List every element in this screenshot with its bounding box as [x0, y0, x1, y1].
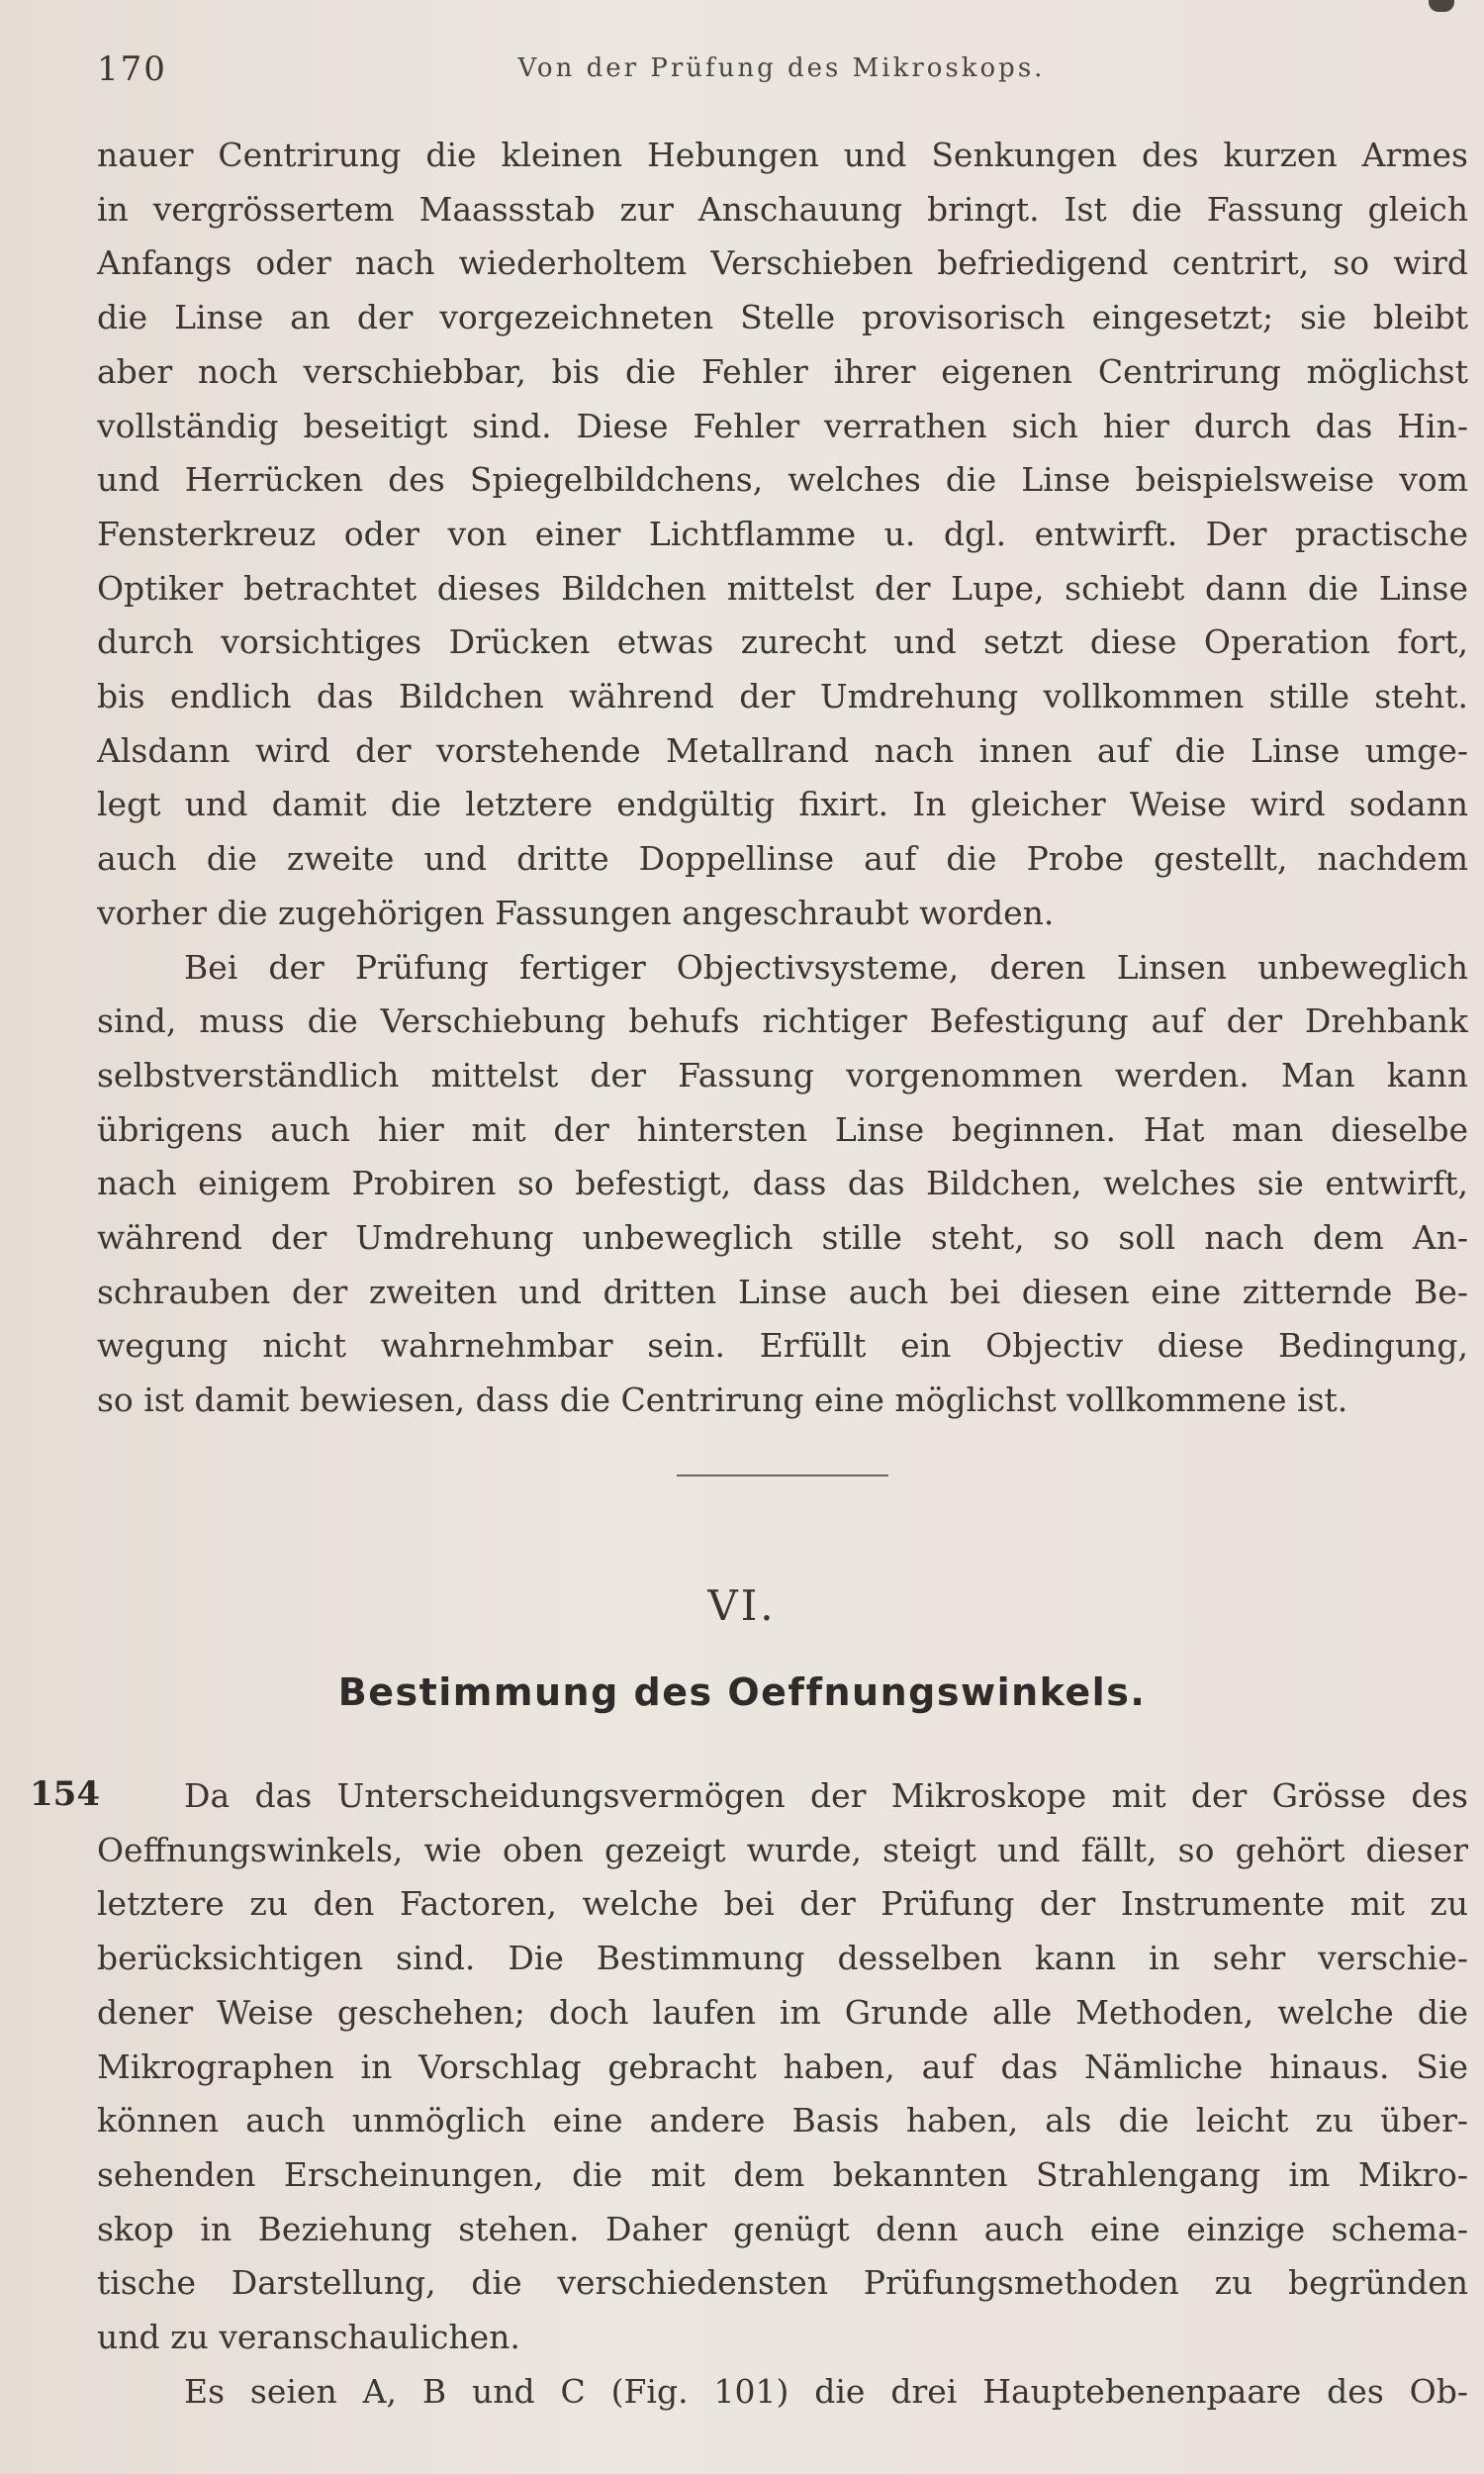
page-number: 170	[97, 49, 167, 89]
text-line: und zu veranschaulichen.	[97, 2318, 520, 2357]
text-line: so ist damit bewiesen, dass die Centrirung eine möglichst vollkommene ist.	[97, 1380, 1348, 1420]
text-line: Alsdann wird der vorstehende Metallrand nach innen auf die Linse umge-	[97, 730, 1468, 770]
text-line: dener Weise geschehen; doch laufen im Grunde alle Methoden, welche die	[97, 1992, 1468, 2032]
page-corner-mark	[1429, 0, 1454, 12]
text-line: berücksichtigen sind. Die Bestimmung desselben kann in sehr verschie-	[97, 1939, 1468, 1978]
text-line: Es seien A, B und C (Fig. 101) die drei Hauptebenenpaare des Ob-	[184, 2371, 1468, 2411]
text-line: tische Darstellung, die verschiedensten Prüfungsmethoden zu begründen	[97, 2263, 1468, 2303]
chapter-title: Bestimmung des Oeffnungswinkels.	[337, 1670, 1147, 1714]
text-line: Fensterkreuz oder von einer Lichtflamme u. dgl. entwirft. Der practische	[97, 514, 1468, 553]
text-line: wegung nicht wahrnehmbar sein. Erfüllt ein Objectiv diese Bedingung,	[97, 1326, 1468, 1366]
text-line: sehenden Erscheinungen, die mit dem bekannten Strahlengang im Mikro-	[97, 2154, 1468, 2194]
text-line: Optiker betrachtet dieses Bildchen mittelst der Lupe, schiebt dann die Linse	[97, 568, 1468, 608]
text-line: Oeffnungswinkels, wie oben gezeigt wurde, steigt und fällt, so gehört dieser	[97, 1830, 1468, 1869]
text-line: und Herrücken des Spiegelbildchens, welches die Linse beispielsweise vom	[97, 460, 1468, 500]
text-line: durch vorsichtiges Drücken etwas zurecht und setzt diese Operation fort,	[97, 622, 1468, 662]
text-line: letztere zu den Factoren, welche bei der Prüfung der Instrumente mit zu	[97, 1884, 1468, 1924]
text-line: nauer Centrirung die kleinen Hebungen und Senkungen des kurzen Armes	[97, 136, 1468, 174]
marginal-paragraph-number: 154	[30, 1774, 100, 1814]
chapter-number: VI.	[707, 1581, 777, 1630]
text-line: sind, muss die Verschiebung behufs richtiger Befestigung auf der Drehbank	[97, 1001, 1468, 1041]
text-line: selbstverständlich mittelst der Fassung vorgenommen werden. Man kann	[97, 1055, 1468, 1094]
text-line: bis endlich das Bildchen während der Umdrehung vollkommen stille steht.	[97, 677, 1468, 716]
text-line: Anfangs oder nach wiederholtem Verschieben befriedigend centrirt, so wird	[97, 243, 1468, 283]
text-line: übrigens auch hier mit der hintersten Linse beginnen. Hat man dieselbe	[97, 1109, 1468, 1149]
text-line: während der Umdrehung unbeweglich stille steht, so soll nach dem An-	[97, 1218, 1468, 1258]
text-line: Bei der Prüfung fertiger Objectivsysteme, deren Linsen unbeweglich	[184, 947, 1468, 987]
section-v-text	[97, 129, 1468, 1428]
text-line: skop in Beziehung stehen. Daher genügt denn auch eine einzige schema-	[97, 2209, 1468, 2248]
text-line: auch die zweite und dritte Doppellinse auf die Probe gestellt, nachdem	[97, 839, 1468, 879]
text-line: legt und damit die letztere endgültig fixirt. In gleicher Weise wird sodann	[97, 785, 1468, 824]
text-line: vollständig beseitigt sind. Diese Fehler verrathen sich hier durch das Hin-	[97, 406, 1468, 445]
text-line: schrauben der zweiten und dritten Linse auch bei diesen eine zitternde Be-	[97, 1272, 1468, 1311]
text-line: die Linse an der vorgezeichneten Stelle provisorisch eingesetzt; sie bleibt	[97, 298, 1468, 337]
text-line: aber noch verschiebbar, bis die Fehler ihrer eigenen Centrirung möglichst	[97, 351, 1468, 391]
text-line: nach einigem Probiren so befestigt, dass das Bildchen, welches sie entwirft,	[97, 1164, 1468, 1203]
text-line: können auch unmöglich eine andere Basis haben, als die leicht zu über-	[97, 2101, 1468, 2141]
text-line: Mikrographen in Vorschlag gebracht haben, auf das Nämliche hinaus. Sie	[97, 2046, 1468, 2086]
text-line: Da das Unterscheidungsvermögen der Mikroskope mit der Grösse des	[184, 1776, 1468, 1815]
running-head	[97, 49, 1466, 89]
running-title: Von der Prüfung des Mikroskops.	[517, 53, 1046, 83]
section-vi-text	[97, 1769, 1468, 2419]
text-line: in vergrössertem Maassstab zur Anschauung bringt. Ist die Fassung gleich	[97, 189, 1468, 229]
text-line: vorher die zugehörigen Fassungen angeschraubt worden.	[97, 893, 1055, 932]
section-divider	[677, 1475, 888, 1476]
